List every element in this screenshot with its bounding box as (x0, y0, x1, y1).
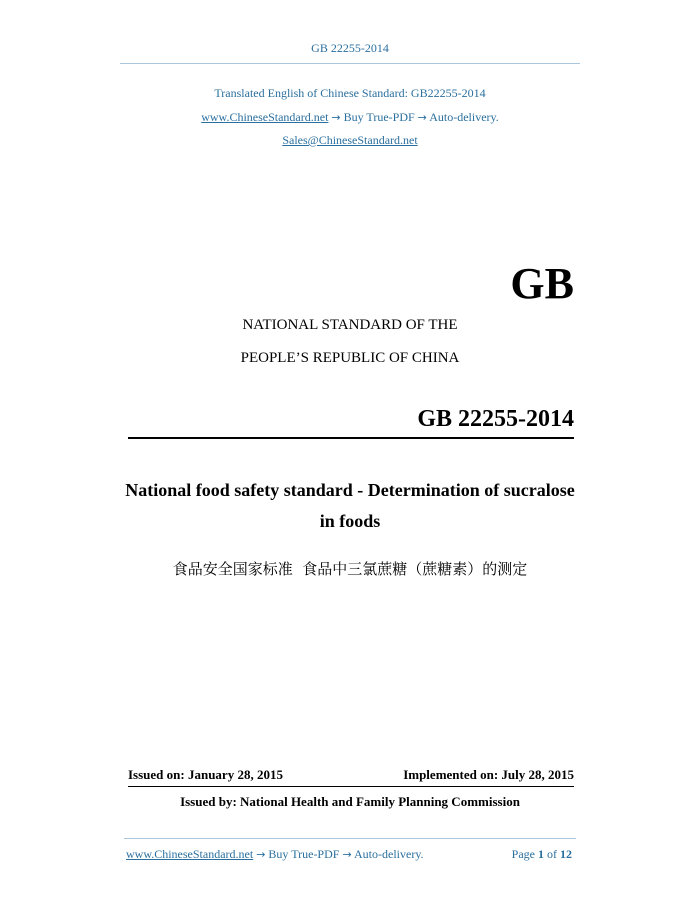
arrow-right-icon: → (256, 848, 266, 861)
page-total: 12 (560, 847, 572, 861)
translation-notice: Translated English of Chinese Standard: GB22255-2014 (214, 86, 486, 100)
header-divider (120, 63, 580, 64)
dates-row (128, 767, 574, 783)
standard-number: GB 22255-2014 (417, 406, 574, 432)
footer-auto-text: Auto-delivery. (354, 847, 424, 861)
buy-text: Buy True-PDF (343, 110, 415, 124)
page-label: Page (511, 847, 535, 861)
footer-site-link[interactable]: www.ChineseStandard.net (126, 847, 254, 861)
email-link[interactable]: Sales@ChineseStandard.net (282, 133, 418, 147)
footer-buy-text: Buy True-PDF (268, 847, 340, 861)
gb-logo: GB (510, 259, 574, 308)
title-line2: in foods (319, 511, 381, 531)
issued-by: Issued by: National Health and Family Planning Commission (180, 794, 520, 809)
title-divider (128, 437, 574, 439)
site-link[interactable]: www.ChineseStandard.net (201, 110, 329, 124)
footer-purchase-line (126, 847, 424, 862)
implemented-date: Implemented on: July 28, 2015 (403, 767, 574, 782)
title-line1: National food safety standard - Determination of sucralose (125, 480, 575, 500)
email-line (0, 133, 700, 148)
national-standard-line2: PEOPLE’S REPUBLIC OF CHINA (240, 350, 460, 366)
arrow-right-icon: → (417, 111, 427, 124)
arrow-right-icon: → (342, 848, 352, 861)
purchase-line (0, 110, 700, 125)
page-of: of (547, 847, 557, 861)
footer-divider (124, 838, 576, 839)
auto-delivery-text: Auto-delivery. (429, 110, 499, 124)
dates-divider (128, 786, 574, 787)
arrow-right-icon: → (331, 111, 341, 124)
page-indicator (512, 847, 572, 862)
issued-date: Issued on: January 28, 2015 (128, 767, 283, 782)
chinese-title: 食品安全国家标准 食品中三氯蔗糖（蔗糖素）的测定 (172, 560, 528, 578)
header-doc-code: GB 22255-2014 (311, 41, 389, 55)
national-standard-line1: NATIONAL STANDARD OF THE (242, 317, 458, 333)
page-current: 1 (538, 847, 544, 861)
